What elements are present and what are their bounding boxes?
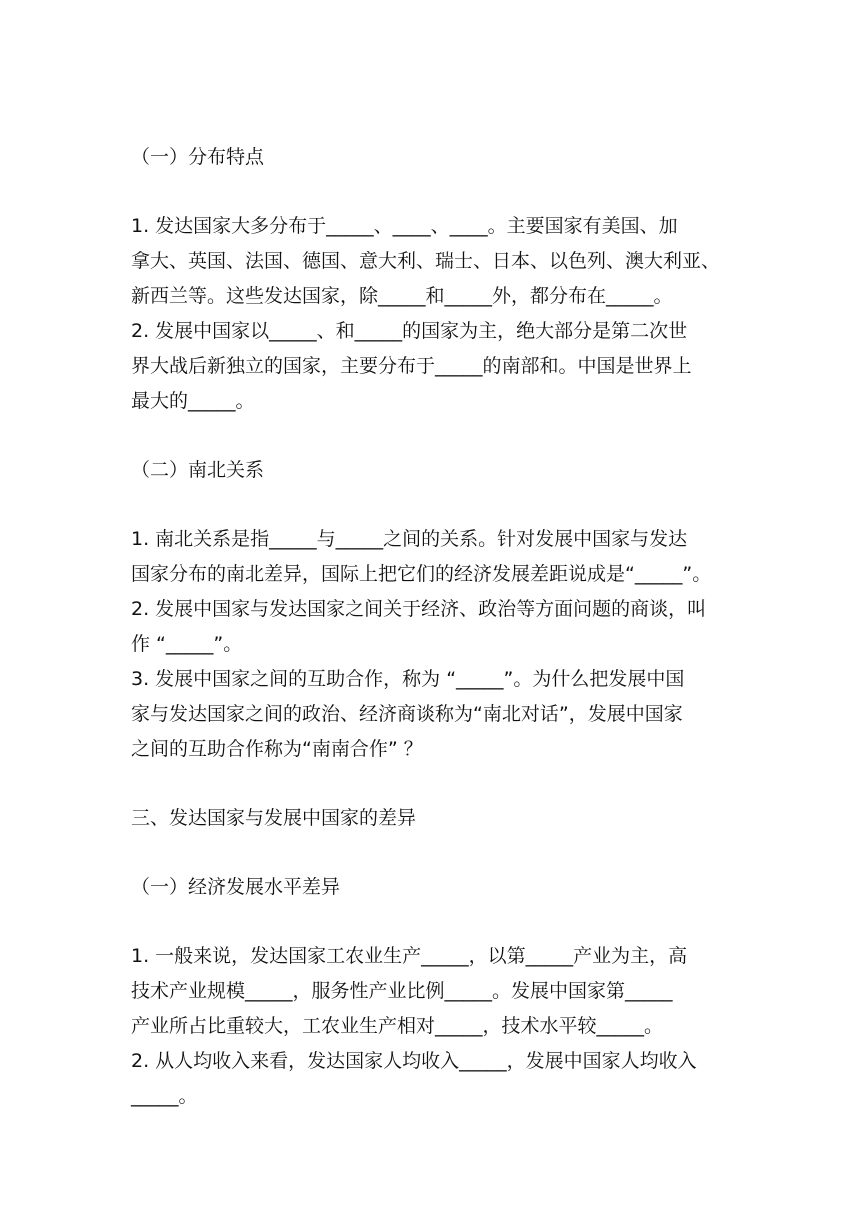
paragraph-gap — [131, 419, 731, 453]
paragraph-gap — [131, 488, 731, 522]
text-line: 之间的互助合作称为“南南合作” ？ — [131, 738, 423, 760]
part-three-heading: 三、发达国家与发展中国家的差异 — [131, 807, 417, 829]
paragraph-gap — [131, 905, 731, 939]
text-line: 1. 发达国家大多分布于_____、____、____。主要国家有美国、加 — [131, 215, 678, 237]
text-line: 拿大、英国、法国、德国、意大利、瑞士、日本、以色列、澳大利亚、 — [131, 250, 721, 272]
text-line: _____。 — [131, 1085, 198, 1107]
paragraph-gap — [131, 836, 731, 870]
paragraph-gap — [131, 767, 731, 801]
text-line: 国家分布的南北差异，国际上把它们的经济发展差距说成是“_____”。 — [131, 563, 712, 585]
text-line: 2. 发展中国家以_____、和_____的国家为主，绝大部分是第二次世 — [131, 320, 688, 342]
text-line: 作 “_____”。 — [131, 633, 243, 655]
text-line: 技术产业规模_____，服务性产业比例_____。发展中国家第_____ — [131, 980, 673, 1002]
text-line: 最大的_____。 — [131, 390, 255, 412]
text-line: 2. 从人均收入来看，发达国家人均收入_____，发展中国家人均收入 — [131, 1050, 697, 1072]
section-heading-distribution: （一）分布特点 — [131, 146, 265, 168]
paragraph-gap — [131, 175, 731, 209]
document-content — [131, 140, 731, 1114]
section-heading-north-south: （二）南北关系 — [131, 459, 265, 481]
section-heading-economic: （一）经济发展水平差异 — [131, 876, 341, 898]
text-line: 3. 发展中国家之间的互助合作，称为 “_____”。为什么把发展中国 — [131, 668, 685, 690]
text-line: 2. 发展中国家与发达国家之间关于经济、政治等方面问题的商谈，叫 — [131, 598, 707, 620]
text-line: 界大战后新独立的国家，主要分布于_____的南部和。中国是世界上 — [131, 355, 692, 377]
text-line: 家与发达国家之间的政治、经济商谈称为“南北对话”，发展中国家 — [131, 703, 683, 725]
text-line: 1. 南北关系是指_____与_____之间的关系。针对发展中国家与发达 — [131, 528, 688, 550]
text-line: 1. 一般来说，发达国家工农业生产_____，以第_____产业为主，高 — [131, 945, 688, 967]
text-line: 产业所占比重较大，工农业生产相对_____，技术水平较_____。 — [131, 1015, 664, 1037]
text-line: 新西兰等。这些发达国家，除_____和_____外，都分布在_____。 — [131, 285, 673, 307]
